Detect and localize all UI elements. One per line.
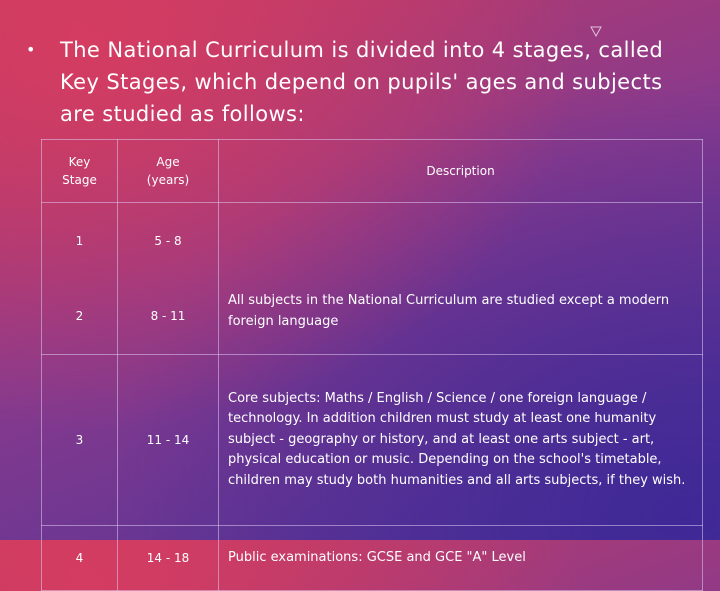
age-cell-1-2 [118,203,219,355]
table-row-ks1-ks2 [42,203,703,355]
key-stages-table [41,139,703,591]
description-ks1-ks2: All subjects in the National Curriculum are studied except a modern foreign language [219,203,703,355]
header-description: Description [219,140,703,203]
header-key-stage: Key Stage [42,140,118,203]
table-header-row [42,140,703,203]
age-ks4: 14 - 18 [118,526,219,591]
key-stage-3: 3 [42,355,118,526]
bullet-dot-icon: • [26,40,36,59]
key-stage-cell-1-2 [42,203,118,355]
age-ks1: 5 - 8 [154,233,182,248]
age-ks3: 11 - 14 [118,355,219,526]
table-row-ks3 [42,355,703,526]
description-ks4: Public examinations: GCSE and GCE "A" Level [219,526,703,591]
age-ks2: 8 - 11 [150,309,186,324]
key-stage-1: 1 [75,233,84,248]
description-ks3: Core subjects: Maths / English / Science / one foreign language / technology. In addition children must study at least one humanity subject - geography or history, and at least one arts subject - art, physical education or music. Depending on the school's timetable, children may study both humanities and all arts subjects, if they wish. [219,355,703,526]
key-stage-4: 4 [42,526,118,591]
table-row-ks4 [42,526,703,591]
bullet-text: The National Curriculum is divided into 4 stages, called Key Stages, which depend on pupils' ages and subjects are studied as follows: [60,38,664,126]
key-stage-2: 2 [75,309,84,324]
bullet-point [26,34,696,130]
header-age: Age (years) [118,140,219,203]
